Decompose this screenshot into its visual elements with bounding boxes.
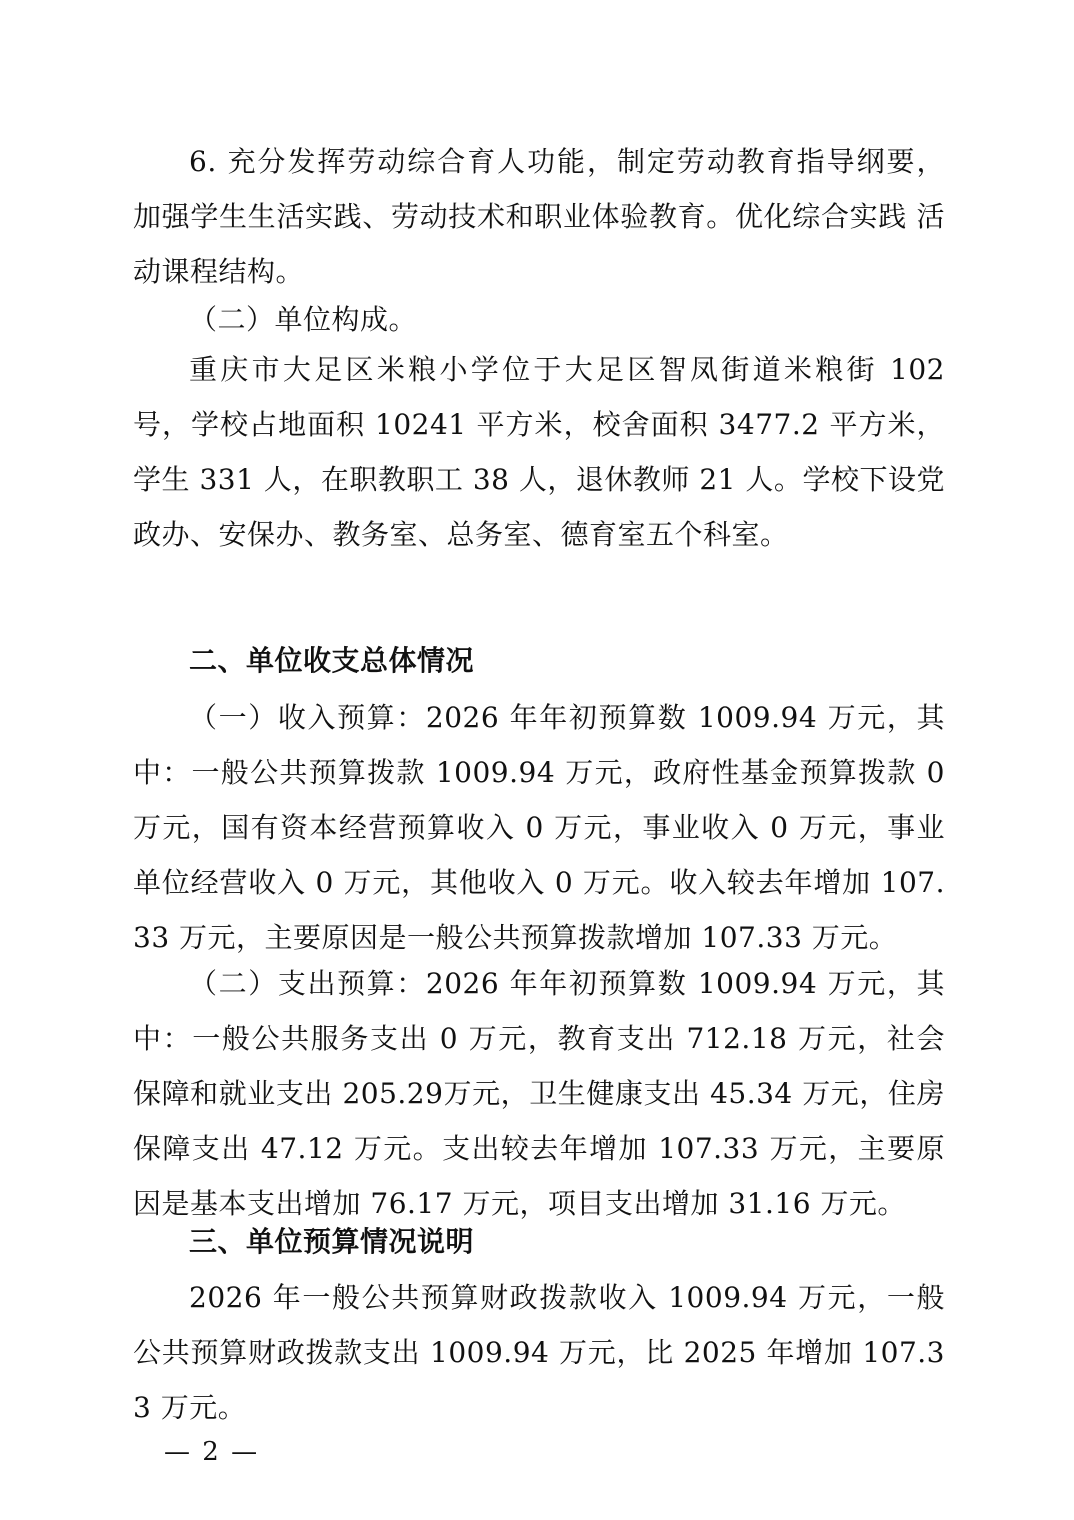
subheading-unit-composition: （二）单位构成。 (189, 303, 418, 336)
paragraph-income-budget: （一）收入预算：2026 年年初预算数 1009.94 万元，其中：一般公共预算拨款 1009.94 万元，政府性基金预算拨款 0 万元，国有资本经营预算收入 0 万元，事业收入 0 万元，事业单位经营收入 0 万元，其他收入 0 万元。收入较去年增加 107.33 万元，主要原因是一般公共预算拨款增加 107.33 万元。 (133, 701, 945, 954)
paragraph-expenditure-budget: （二）支出预算：2026 年年初预算数 1009.94 万元，其中：一般公共服务支出 0 万元，教育支出 712.18 万元，社会保障和就业支出 205.29万元，卫生健康支出 45.34 万元，住房保障支出 47.12 万元。支出较去年增加 107.33 万元，主要原因是基本支出增加 76.17 万元，项目支出增加 31.16 万元。 (133, 967, 945, 1220)
page-number: — 2 — (164, 1437, 260, 1467)
section-heading-income-expenditure: 二、单位收支总体情况 (189, 644, 475, 677)
paragraph-school-overview: 重庆市大足区米粮小学位于大足区智凤街道米粮街 102 号，学校占地面积 10241 平方米，校舍面积 3477.2 平方米，学生 331 人，在职教职工 38 人，退休教师 21 人。学校下设党政办、安保办、教务室、总务室、德育室五个科室。 (133, 353, 945, 551)
paragraph-fiscal-appropriation: 2026 年一般公共预算财政拨款收入 1009.94 万元，一般公共预算财政拨款支出 1009.94 万元，比 2025 年增加 107.33 万元。 (133, 1281, 945, 1424)
section-heading-budget-explanation: 三、单位预算情况说明 (189, 1225, 475, 1258)
paragraph-labor-education: 6. 充分发挥劳动综合育人功能，制定劳动教育指导纲要， 加强学生生活实践、劳动技术和职业体验教育。优化综合实践 活动课程结构。 (133, 145, 945, 288)
